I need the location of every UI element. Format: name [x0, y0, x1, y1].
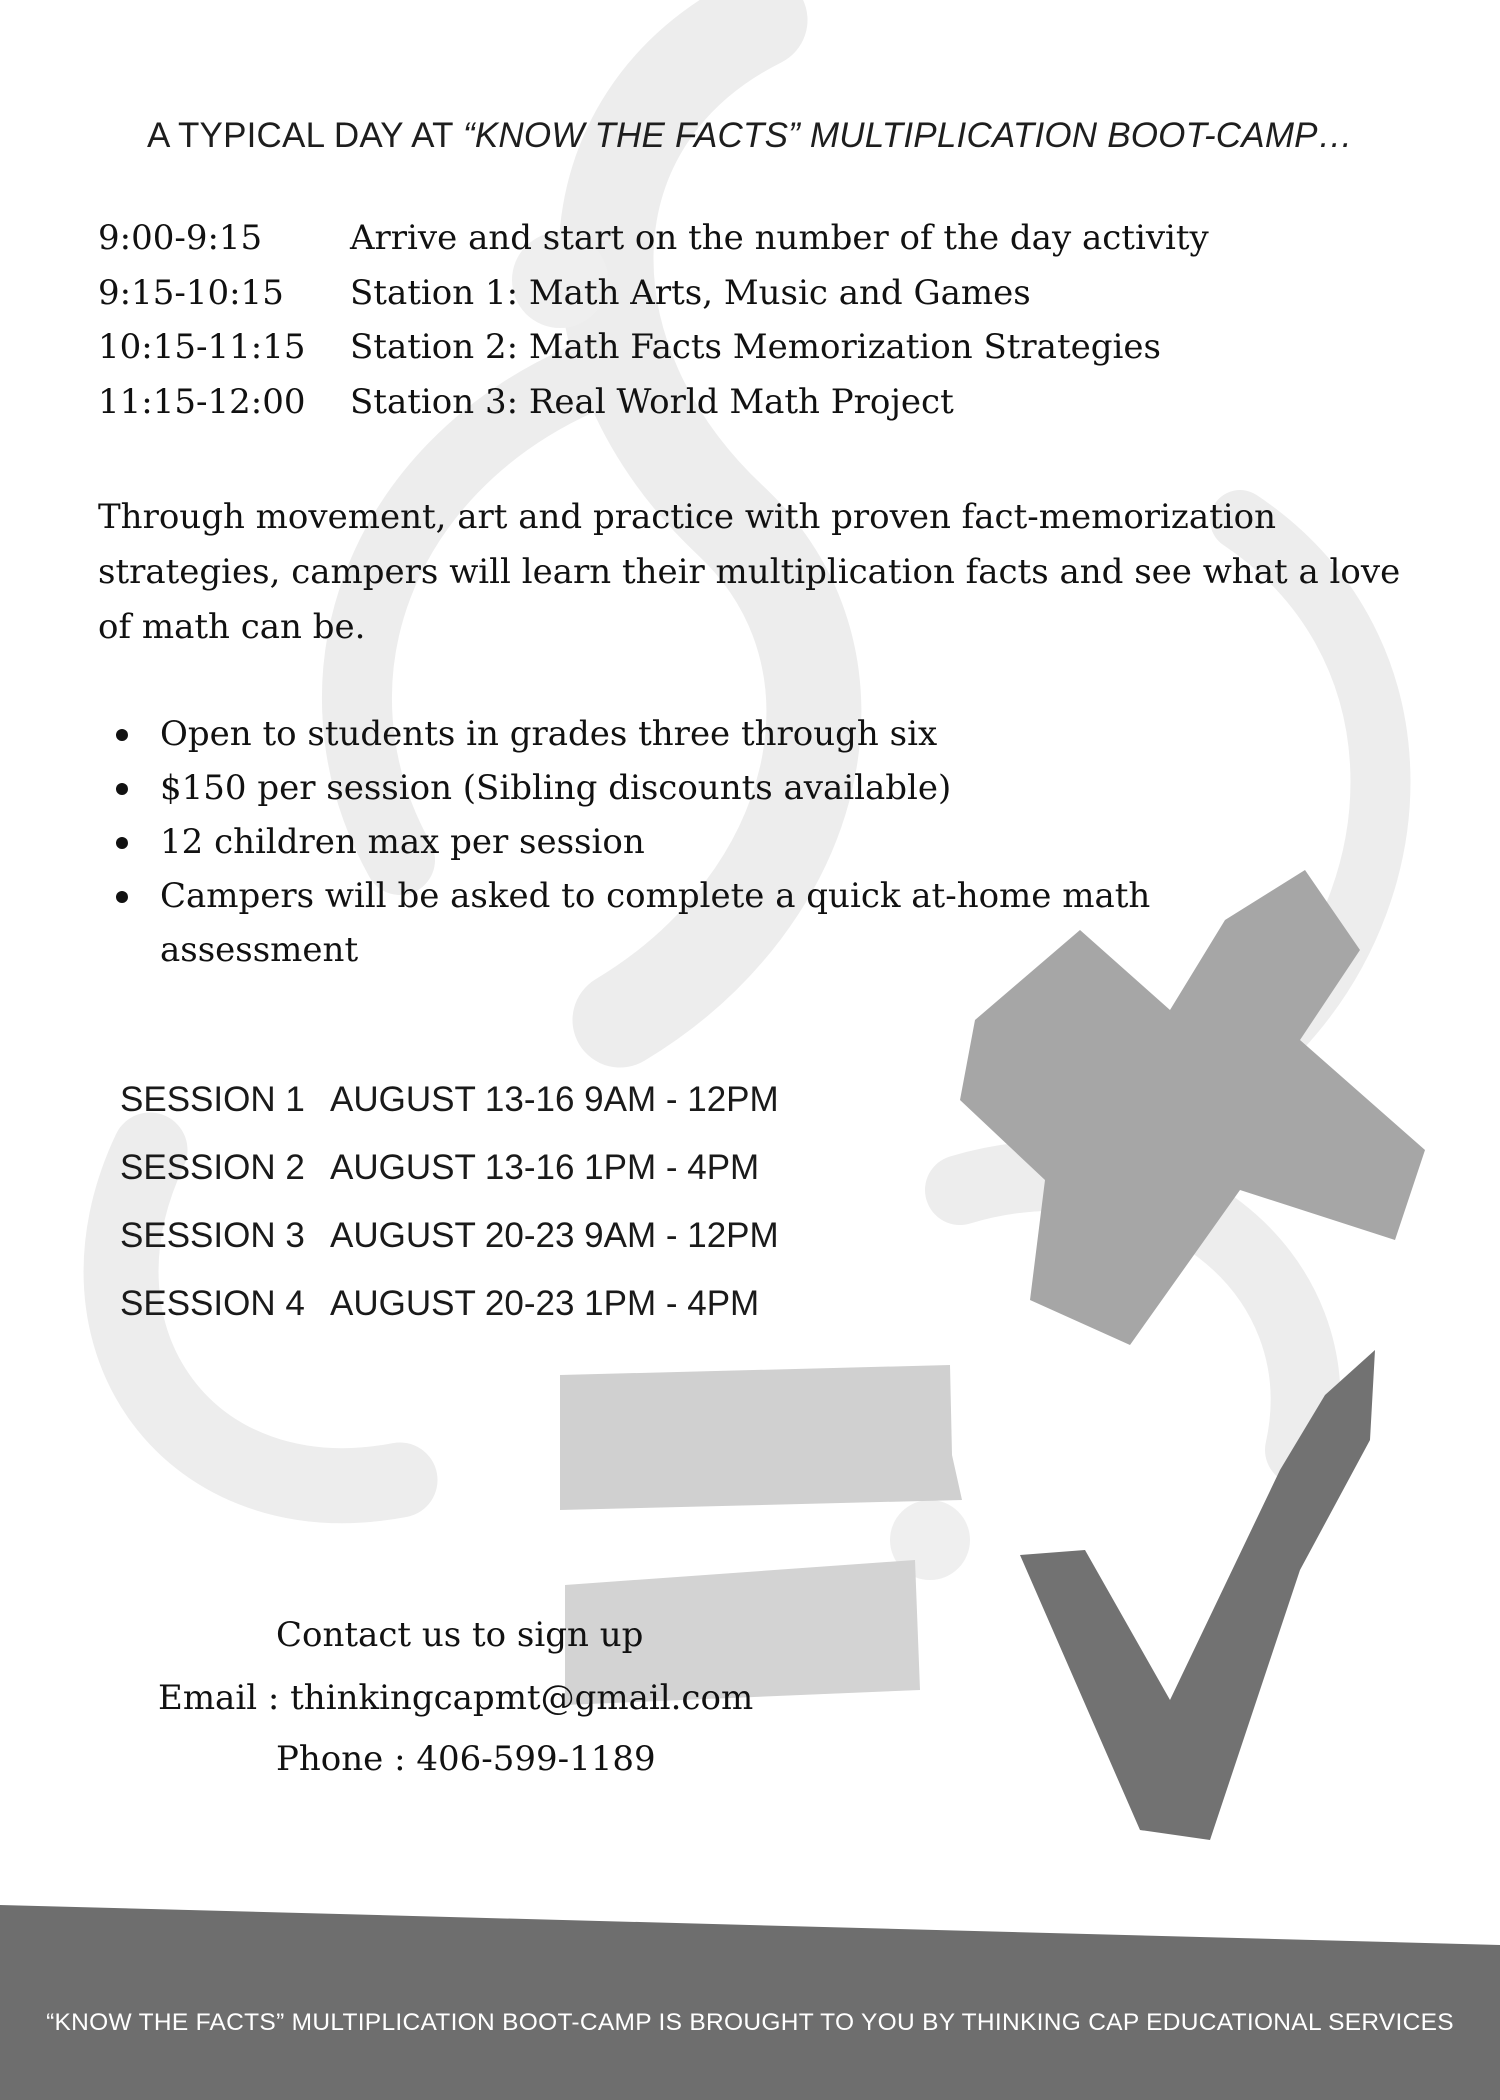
schedule-time: 10:15-11:15 — [98, 327, 306, 367]
schedule-time: 9:15-10:15 — [98, 272, 284, 313]
contact-email[interactable]: Email : thinkingcapmt@gmail.com — [158, 1678, 754, 1718]
session-dates: AUGUST 13-16 9AM - 12PM — [330, 1080, 779, 1119]
schedule-row — [98, 327, 1209, 382]
list-item: $150 per session (Sibling discounts available) — [110, 761, 1310, 815]
schedule-row — [98, 218, 1209, 273]
session-name: SESSION 2 — [120, 1148, 305, 1187]
session-dates: AUGUST 20-23 1PM - 4PM — [330, 1284, 760, 1323]
list-item: Campers will be asked to complete a quick at-home math assessment — [110, 869, 1310, 977]
schedule-time: 9:00-9:15 — [98, 218, 263, 258]
list-item: 12 children max per session — [110, 815, 1310, 869]
session-dates: AUGUST 13-16 1PM - 4PM — [330, 1148, 760, 1187]
footer-credit: “KNOW THE FACTS” MULTIPLICATION BOOT-CAMP IS BROUGHT TO YOU BY THINKING CAP EDUCATIONAL SERVICES — [46, 2009, 1454, 2036]
session-row — [120, 1148, 779, 1216]
session-row — [120, 1216, 779, 1284]
details-list — [110, 707, 1310, 977]
schedule-activity: Arrive and start on the number of the day activity — [350, 218, 1209, 258]
bullet-icon — [116, 783, 128, 795]
check-mark-icon — [1020, 1350, 1375, 1840]
session-name: SESSION 1 — [120, 1080, 305, 1119]
contact-phone[interactable]: Phone : 406-599-1189 — [276, 1739, 656, 1779]
bullet-icon — [116, 891, 128, 903]
list-item: Open to students in grades three through six — [110, 707, 1310, 761]
schedule-row — [98, 273, 1209, 328]
contact-heading: Contact us to sign up — [276, 1615, 644, 1655]
page-title: A TYPICAL DAY AT “KNOW THE FACTS” MULTIPLICATION BOOT-CAMP… — [147, 116, 1353, 155]
schedule-row — [98, 382, 1209, 437]
session-row — [120, 1284, 779, 1352]
schedule-activity: Station 1: Math Arts, Music and Games — [350, 272, 1031, 313]
bullet-icon — [116, 837, 128, 849]
session-list — [120, 1080, 779, 1352]
session-name: SESSION 3 — [120, 1216, 305, 1255]
daily-schedule — [98, 218, 1209, 436]
footer-band — [0, 1905, 1500, 2100]
intro-paragraph: Through movement, art and practice with proven fact-memorization strategies, campers will learn their multiplication facts and see what a love of math can be. — [98, 497, 1401, 647]
bullet-icon — [116, 729, 128, 741]
equals-symbol-icon — [560, 1365, 962, 1510]
session-dates: AUGUST 20-23 9AM - 12PM — [330, 1216, 779, 1255]
schedule-time: 11:15-12:00 — [98, 381, 306, 422]
schedule-activity: Station 2: Math Facts Memorization Strategies — [350, 327, 1161, 367]
schedule-activity: Station 3: Real World Math Project — [350, 381, 954, 422]
session-row — [120, 1080, 779, 1148]
session-name: SESSION 4 — [120, 1284, 305, 1323]
